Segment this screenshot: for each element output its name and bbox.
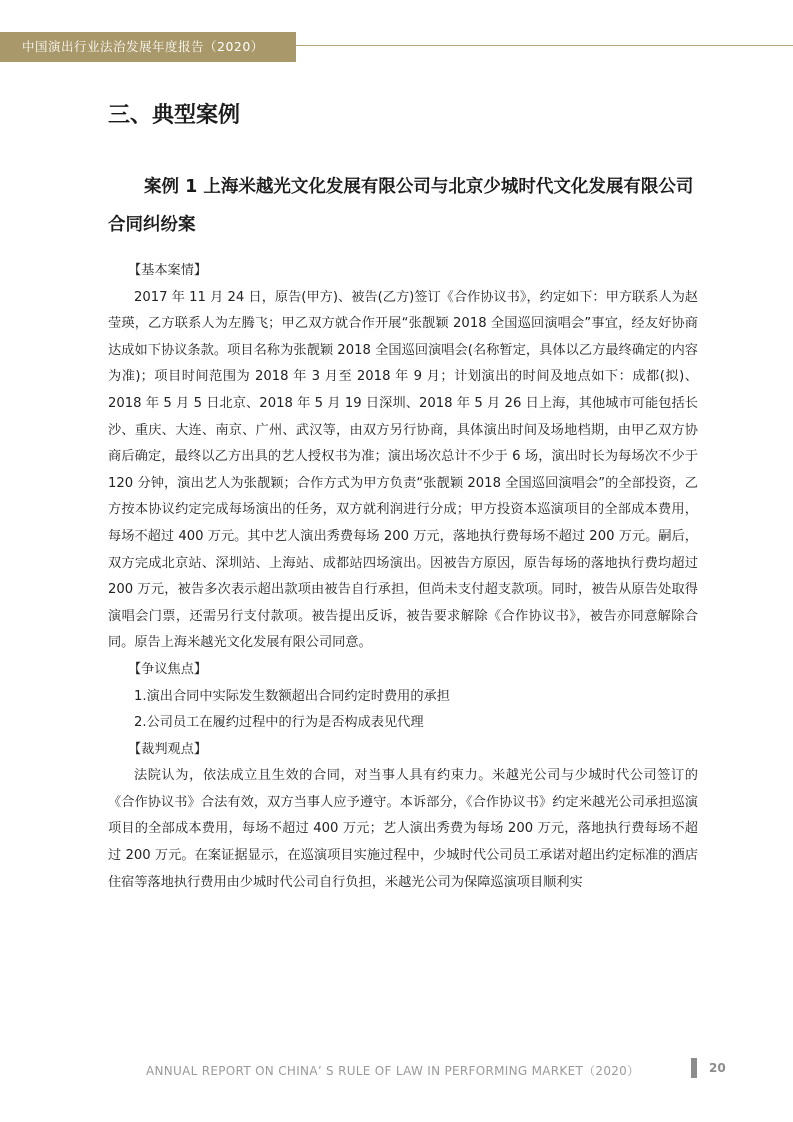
basic-facts-label: 【基本案情】 (128, 263, 208, 278)
main-content (108, 258, 698, 896)
page-number: 20 (709, 1061, 726, 1075)
footer-divider-bar (691, 1058, 697, 1078)
running-header: 中国演出行业法治发展年度报告（2020） (0, 32, 296, 62)
judgment-text: 法院认为，依法成立且生效的合同，对当事人具有约束力。米越光公司与少城时代公司签订的《合作协议书》合法有效，双方当事人应予遵守。本诉部分，《合作协议书》约定米越光公司承担巡演项目的全部成本费用，每场不超过 400 万元；艺人演出秀费为每场 200 万元，落地执行费每场不超过 200 万元。在案证据显示，在巡演项目实施过程中，少城时代公司员工承诺对超出约定标准的酒店住宿等落地执行费用由少城时代公司自行负担，米越光公司为保障巡演项目顺利实 (108, 768, 698, 890)
section-title: 三、典型案例 (108, 103, 241, 128)
judgment-label: 【裁判观点】 (128, 741, 208, 757)
header-rule (296, 45, 793, 46)
case-title: 案例 1 上海米越光文化发展有限公司与北京少城时代文化发展有限公司合同纠纷案 (108, 177, 694, 235)
basic-facts-text: 2017 年 11 月 24 日，原告(甲方)、被告(乙方)签订《合作协议书》，约定如下：甲方联系人为赵莹瑛，乙方联系人为左腾飞；甲乙双方就合作开展“张靓颖 2018 全国巡回演唱会”事宜，经友好协商达成如下协议条款。项目名称为张靓颖 2018 全国巡回演唱会(名称暂定，具体以乙方最终确定的内容为准)；项目时间范围为 2018 年 3 月至 2018 年 9 月；计划演出的时间及地点如下：成都(拟)、2018 年 5 月 5 日北京、2018 年 5 月 19 日深圳、2018 年 5 月 26 日上海，其他城市可能包括长沙、重庆、大连、南京、广州、武汉等，由双方另行协商，具体演出时间及场地档期，由甲乙双方协商后确定，最终以乙方出具的艺人授权书为准；演出场次总计不少于 6 场，演出时长为每场次不少于 120 分钟，演出艺人为张靓颖；合作方式为甲方负责“张靓颖 2018 全国巡回演唱会”的全部投资，乙方按本协议约定完成每场演出的任务，双方就利润进行分成；甲方投资本巡演项目的全部成本费用，每场不超过 400 万元。其中艺人演出秀费每场 200 万元，落地执行费每场不超过 200 万元。嗣后，双方完成北京站、深圳站、上海站、成都站四场演出。因被告方原因，原告每场的落地执行费均超过 200 万元，被告多次表示超出款项由被告自行承担，但尚未支付超支款项。同时，被告从原告处取得演唱会门票，还需另行支付款项。被告提出反诉，被告要求解除《合作协议书》，被告亦同意解除合同。原告上海米越光文化发展有限公司同意。 (108, 289, 698, 651)
running-footer: ANNUAL REPORT ON CHINA’ S RULE OF LAW IN PERFORMING MARKET（2020） (146, 1064, 640, 1078)
dispute-item-2: 2.公司员工在履约过程中的行为是否构成表见代理 (134, 715, 424, 731)
dispute-item-1: 1.演出合同中实际发生数额超出合同约定时费用的承担 (134, 688, 450, 704)
dispute-focus-label: 【争议焦点】 (128, 661, 208, 677)
